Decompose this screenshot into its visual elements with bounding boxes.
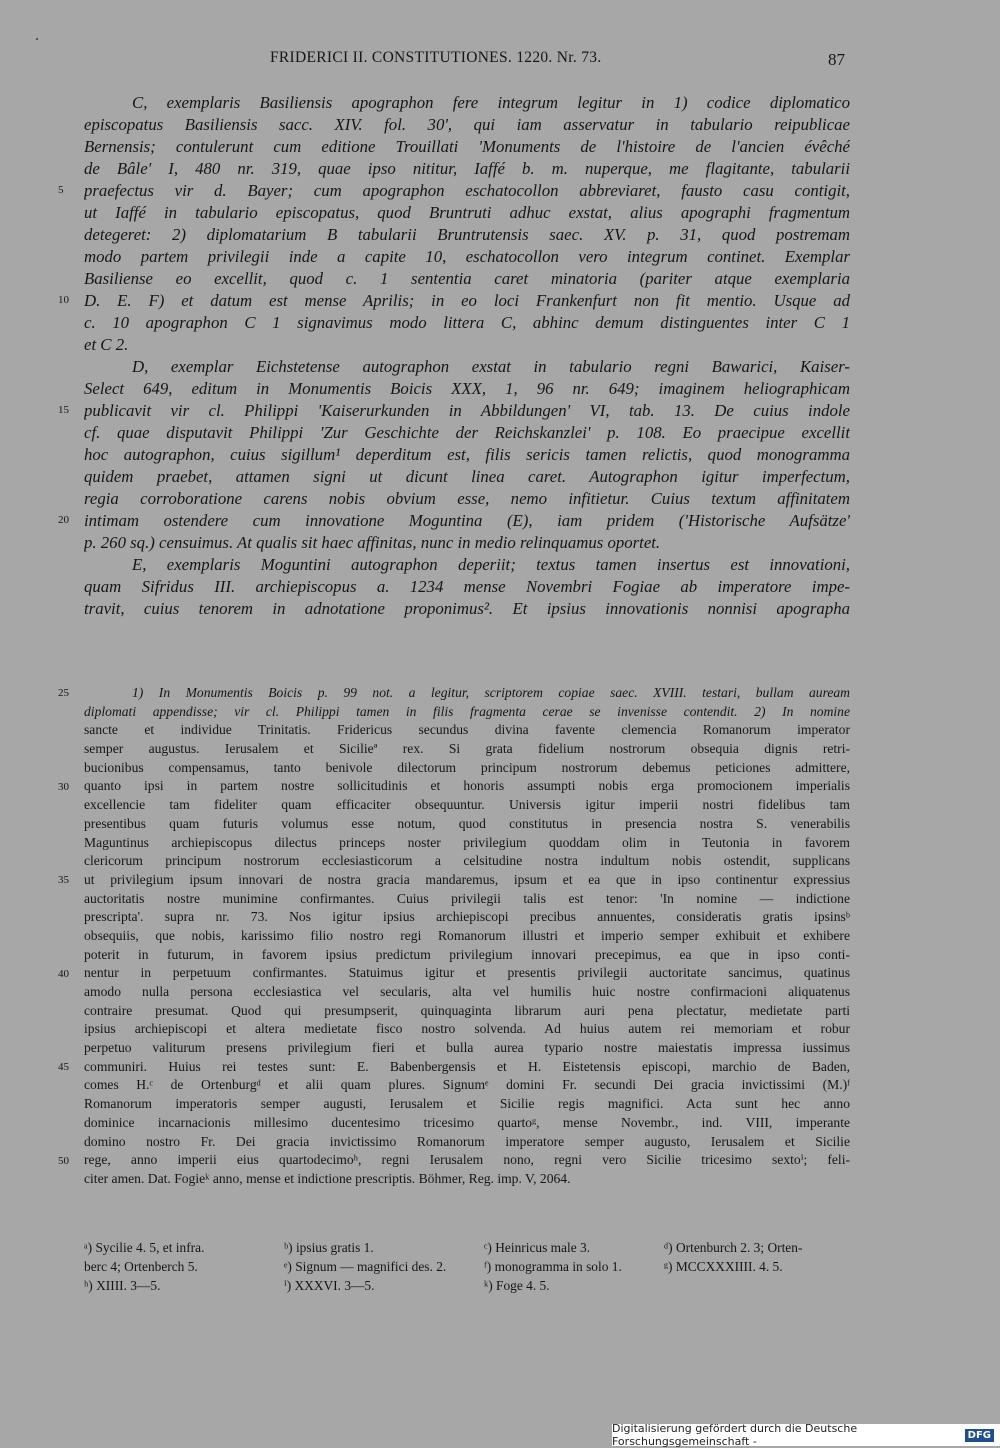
footnote-line: ut privilegium ipsum innovari de nostra gracia mandaremus, ipsum et ea que in ipso continentur expressius [84, 871, 850, 887]
text-line: detegeret: 2) diplomatarium B tabularii Bruntrutensis saec. XV. p. 31, quod postremam [84, 225, 850, 244]
text-line: travit, cuius tenorem in adnotatione proponimus². Et ipsius innovationis nonnisi apographa [84, 599, 850, 618]
text-line: E, exemplaris Moguntini autographon deperiit; textus tamen insertus est innovationi, [132, 555, 850, 574]
footnote-line: perpetuo valiturum presens privilegium fieri et bulla aurea typario nostre maiestatis impressa iussimus [84, 1040, 850, 1056]
footnote-line: dominice incarnacionis millesimo ducentesimo tricesimo quartoᵍ, mense Novembr., ind. VIII, imperante [84, 1114, 850, 1130]
line-number: 10 [58, 294, 69, 306]
line-number: 30 [58, 780, 69, 793]
footnote-line: nentur in perpetuum confirmantes. Statuimus igitur et presentis privilegii auctoritate sancimus, quatinus [84, 965, 850, 981]
text-line: modo partem privilegii inde a capite 10, eschatocollon vero integrum continet. Exemplar [84, 247, 850, 266]
footnotes [84, 684, 850, 1189]
footnote-line: presentibus quam futuris volumus esse notum, quod constitutus in presencia nostra S. venerabilis [84, 815, 850, 831]
variant-reading: ʰ) XIIII. 3—5. [84, 1278, 161, 1293]
footnote-line: citer amen. Dat. Fogieᵏ anno, mense et indictione prescriptis. Böhmer, Reg. imp. V, 2064. [84, 1170, 571, 1186]
text-line: cf. quae disputavit Philippi 'Zur Geschichte der Reichskanzlei' p. 108. Eo praecipue excellit [84, 423, 850, 442]
text-line: c. 10 apographon C 1 signavimus modo littera C, abhinc demum distinguentes inter C 1 [84, 313, 850, 332]
text-line: Bernensis; contulerunt cum editione Trouillati 'Monuments de l'histoire de l'ancien évêché [84, 137, 850, 156]
footnote-line: comes H.ᶜ de Ortenburgᵈ et alii quam plures. Signumᵉ domini Fr. secundi Dei gracia invictissimi (M.)ᶠ [84, 1077, 850, 1093]
variant-reading: berc 4; Ortenberch 5. [84, 1259, 198, 1274]
footnote-line: Romanorum imperatoris semper augusti, Ierusalem et Sicilie regis magnifici. Acta sunt hec anno [84, 1096, 850, 1112]
footnote-line: quanto ipsi in partem nostre sollicitudinis et honoris assumpti nobis erga promocionem imperialis [84, 778, 850, 794]
text-line: intimam ostendere cum innovatione Moguntina (E), iam pridem ('Historische Aufsätze' [84, 511, 850, 530]
variant-reading: ᵍ) MCCXXXIIII. 4. 5. [664, 1259, 783, 1274]
variant-reading: ᵃ) Sycilie 4. 5, et infra. [84, 1240, 205, 1255]
footnote-line: diplomati appendisse; vir cl. Philippi tamen in filis fragmenta cerae se invenisse contendit. 2) In nomine [84, 703, 850, 719]
footnote-line: bucionibus compensamus, tanto benivole dilectorum principum nostrorum debemus peticiones admittere, [84, 759, 850, 775]
line-number: 25 [58, 687, 69, 699]
text-line: quidem praebet, attamen signi ut dicunt linea caret. Autographon igitur imperfectum, [84, 467, 850, 486]
text-line: quam Sifridus III. archiepiscopus a. 1234 mense Novembri Fogiae ab imperatore impe- [84, 577, 850, 596]
variant-row [84, 1257, 850, 1276]
footnote-line: amodo nulla persona ecclesiastica vel secularis, alta vel humilis huic nostre confirmacioni aliquatenus [84, 984, 850, 999]
footnote-line: Maguntinus archiepiscopus dilectus princeps noster privilegium quoddam olim in Teutonia in favorem [84, 834, 850, 850]
scan-speck [36, 38, 38, 40]
footnote-line: auctoritatis nostre munimine confirmantes. Cuius privilegii talis est tenor: 'In nomine — indictione [84, 890, 850, 906]
footnote-line: domino nostro Fr. Dei gracia invictissimo Romanorum imperatore semper augusto, Ierusalem et Sicilie [84, 1133, 850, 1149]
footnote-line: prescripta'. supra nr. 73. Nos igitur ipsius archiepiscopi precibus annuentes, consideratis gratis ipsinsᵇ [84, 909, 850, 925]
line-number: 45 [58, 1061, 69, 1073]
text-line: Select 649, editum in Monumentis Boicis XXX, 1, 96 nr. 649; imaginem heliographicam [84, 379, 850, 398]
footnote-line: poterit in futurum, in favorem ipsius predictum privilegium innovari precepimus, ea que in ipso conti- [84, 946, 850, 962]
variant-row [84, 1276, 850, 1295]
footer-bar [612, 1424, 1000, 1446]
text-line: regia corroboratione carens nobis obvium esse, nemo infitietur. Cuius textum affinitatem [84, 489, 850, 508]
footnote-line: obsequiis, que nobis, karissimo filio nostro regi Romanorum illustri et imperio semper exhibuit et exhibere [84, 927, 850, 943]
footnote-line: semper augustus. Ierusalem et Sicilieª rex. Si grata fidelium nostrorum obsequia dignis retri- [84, 741, 850, 757]
line-number: 50 [58, 1154, 69, 1167]
footnote-line: sancte et individue Trinitatis. Fridericus secundus divina favente clemencia Romanorum imperator [84, 722, 850, 738]
text-line: de Bâle' I, 480 nr. 319, quae ipso nititur, Iaffé b. m. nuperque, me flagitante, tabularii [84, 159, 850, 178]
variant-row [84, 1238, 850, 1257]
text-line: praefectus vir d. Bayer; cum apographon eschatocollon abbreviaret, fausto casu contigit, [84, 181, 850, 200]
text-line: Basiliense eo excellit, quod c. 1 sententia caret minatoria (pariter atque exemplaria [84, 269, 850, 288]
variant-reading: ᵏ) Foge 4. 5. [484, 1278, 550, 1293]
text-line: ut Iaffé in tabulario episcopatus, quod Bruntruti adhuc exstat, alius apographi fragmentum [84, 203, 850, 222]
text-line: episcopatus Basiliensis sacc. XIV. fol. 30', qui iam asservatur in tabulario reipublicae [84, 115, 850, 134]
line-number: 5 [58, 184, 64, 196]
footnote-line: excellencie tam fideliter quam efficaciter obsequuntur. Universis igitur imperii nostri fidelibus tam [84, 797, 850, 813]
variant-reading: ᵇ) ipsius gratis 1. [284, 1240, 374, 1255]
running-head: FRIDERICI II. CONSTITUTIONES. 1220. Nr. 73. [270, 49, 602, 66]
variant-reading: ⁱ) XXXVI. 3—5. [284, 1278, 375, 1293]
line-number: 35 [58, 874, 69, 886]
text-line: D. E. F) et datum est mense Aprilis; in eo loci Frankenfurt non fit mentio. Usque ad [84, 291, 850, 310]
text-line: p. 260 sq.) censuimus. At qualis sit haec affinitas, nunc in medio relinquamus oportet. [84, 533, 661, 552]
footnote-line: 1) In Monumentis Boicis p. 99 not. a legitur, scriptorem copiae saec. XVIII. testari, bullam auream [132, 685, 850, 700]
variant-reading: ᵈ) Ortenburch 2. 3; Orten- [664, 1240, 803, 1255]
variant-reading: ᶠ) monogramma in solo 1. [484, 1259, 622, 1274]
text-line: hoc autographon, cuius sigillum¹ deperditum est, filis sericis tamen relictis, quod monogramma [84, 445, 850, 464]
text-line: D, exemplar Eichstetense autographon exstat in tabulario regni Bawarici, Kaiser- [132, 357, 850, 376]
footnote-line: clericorum principum nostrorum ecclesiasticorum a celsitudine nostra indultum nobis ostendit, supplicans [84, 853, 850, 869]
footnote-line: communiri. Huius rei testes sunt: E. Babenbergensis et H. Eistetensis episcopi, marchio de Baden, [84, 1058, 850, 1074]
line-number: 15 [58, 404, 69, 416]
line-number: 40 [58, 967, 69, 980]
variant-reading: ᵉ) Signum — magnifici des. 2. [284, 1259, 447, 1274]
variant-readings [84, 1238, 850, 1295]
footnote-line: ipsius archiepiscopi et altera medietate fisco nostro solvenda. Ad huius autem rei memoriam et robur [84, 1021, 850, 1037]
footnote-line: contraire presumat. Quod qui presumpserit, quinquaginta librarum auri pena plectatur, medietate parti [84, 1002, 850, 1018]
text-line: C, exemplaris Basiliensis apographon fere integrum legitur in 1) codice diplomatico [132, 93, 850, 112]
line-number: 20 [58, 514, 69, 526]
main-text [84, 92, 850, 620]
text-line: publicavit vir cl. Philippi 'Kaiserurkunden in Abbildungen' VI, tab. 13. De cuius indole [84, 401, 850, 420]
text-line: et C 2. [84, 335, 129, 354]
page-number: 87 [828, 50, 845, 69]
footer-credit: Digitalisierung gefördert durch die Deutsche Forschungsgemeinschaft - [612, 1422, 858, 1448]
dfg-logo: DFG [965, 1429, 994, 1442]
footnote-line: rege, anno imperii eius quartodecimoʰ, regni Ierusalem nono, regni vero Sicilie tricesimo sextoⁱ; feli- [84, 1152, 850, 1168]
variant-reading: ᶜ) Heinricus male 3. [484, 1240, 591, 1255]
